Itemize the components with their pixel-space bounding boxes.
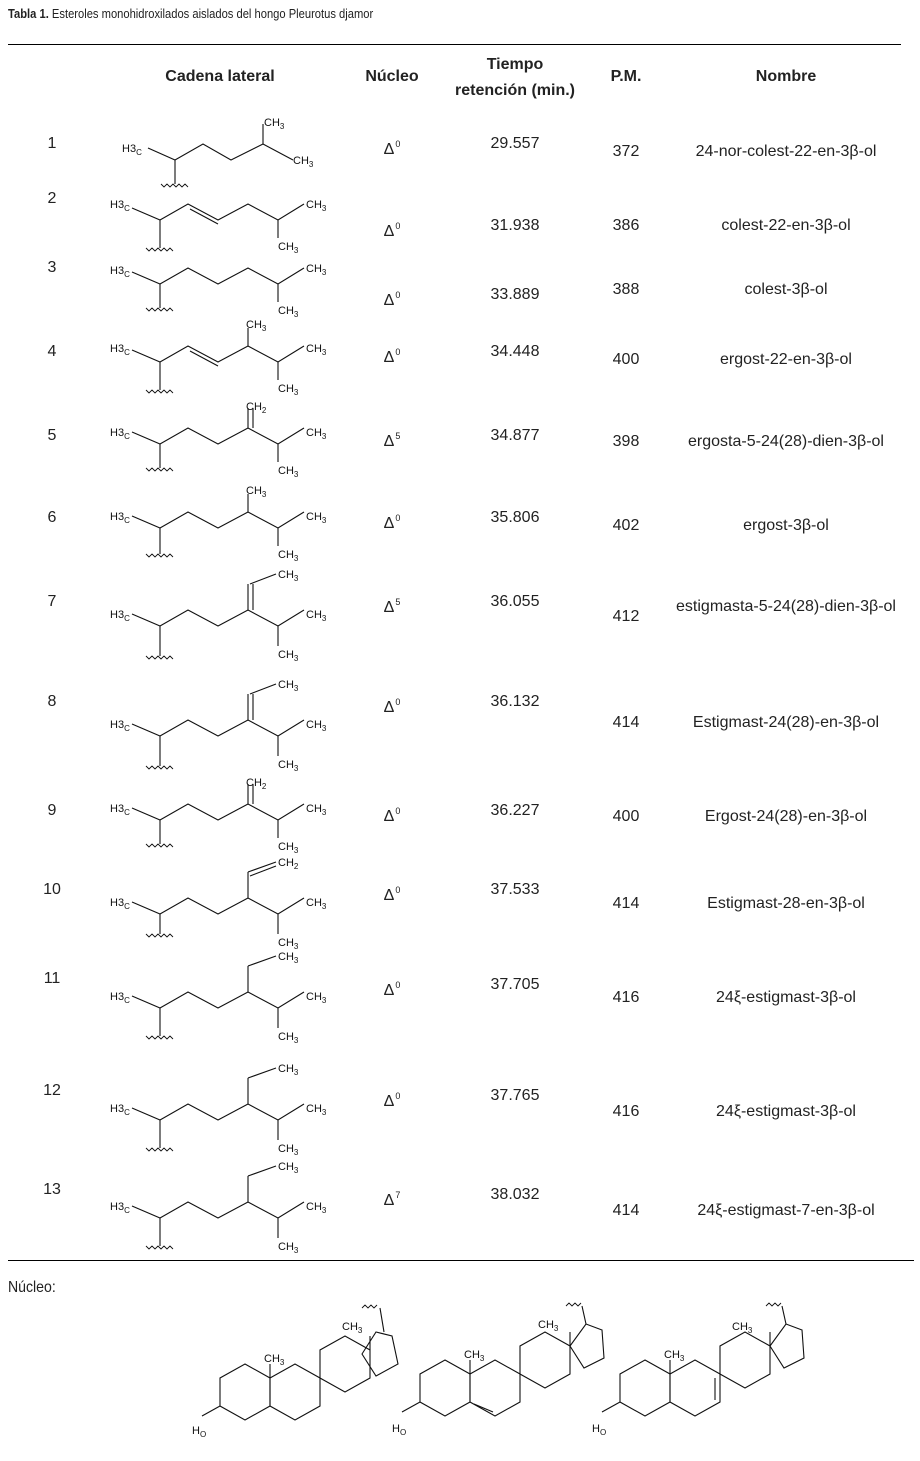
- compound-name: Estigmast-28-en-3β-ol: [707, 895, 865, 912]
- side-chain-structure: [100, 950, 340, 1055]
- nucleus-delta: Δ: [383, 223, 395, 240]
- h3c: $H3_C$: [110, 991, 130, 1005]
- nucleus-type: [360, 285, 424, 311]
- ch3-right: $CH_3$: [306, 803, 327, 817]
- molecular-weight: 400: [612, 351, 640, 368]
- molecular-weight: 398: [612, 433, 640, 450]
- ch3-right: $CH_3$: [306, 427, 327, 441]
- side-chain-structure: [100, 1160, 340, 1265]
- bottom-rule: [8, 1260, 914, 1261]
- retention-time: 36.132: [490, 693, 540, 710]
- nucleus2-ch3-b: $CH_3$: [538, 1319, 559, 1333]
- row-number: 6: [47, 509, 57, 526]
- h3c: $H3_C$: [110, 1201, 130, 1215]
- side-chain-structure: [100, 856, 340, 961]
- ch2-top: $CH_2$: [246, 401, 267, 415]
- nucleus-delta: Δ: [383, 433, 395, 450]
- nucleus-type: [360, 975, 424, 1001]
- nucleus-superscript: 0: [395, 885, 401, 895]
- row-number: 11: [43, 970, 61, 987]
- ch3-right: $CH_3$: [306, 343, 327, 357]
- retention-time: 37.765: [490, 1087, 540, 1104]
- header-retention: [440, 52, 590, 104]
- ch3-bottom: $CH_3$: [278, 1241, 299, 1255]
- nucleus-type: [360, 1185, 424, 1211]
- row-number: 12: [43, 1082, 61, 1099]
- nucleus-superscript: 0: [395, 347, 401, 357]
- compound-name: colest-3β-ol: [744, 281, 828, 298]
- nucleus-structure-delta5: [390, 1300, 610, 1455]
- ch3-top: $CH_3$: [278, 569, 299, 583]
- ch3-bottom: $CH_3$: [278, 549, 299, 563]
- compound-name: 24ξ-estigmast-3β-ol: [716, 989, 856, 1006]
- compound-name: ergosta-5-24(28)-dien-3β-ol: [688, 433, 884, 450]
- retention-time: 38.032: [490, 1186, 540, 1203]
- nucleus-type: [360, 342, 424, 368]
- ch3-top: $CH_3$: [246, 485, 267, 499]
- molecular-weight: 372: [612, 143, 640, 160]
- nucleus-type: [360, 508, 424, 534]
- nucleus3-ch3-a: $CH_3$: [664, 1349, 685, 1363]
- compound-name: 24-nor-colest-22-en-3β-ol: [695, 143, 877, 160]
- molecular-weight: 412: [612, 608, 640, 625]
- header-retention-line2: retención (min.): [454, 82, 575, 99]
- ch3-right: $CH_3$: [306, 991, 327, 1005]
- ch3-right: $CH_3$: [306, 199, 327, 213]
- nucleus-type: [360, 426, 424, 452]
- nucleus-superscript: 0: [395, 221, 401, 231]
- ch3-top: $CH_3$: [278, 1063, 299, 1077]
- ch3-right: $CH_3$: [293, 155, 314, 169]
- retention-time: 35.806: [490, 509, 540, 526]
- nucleus-delta: Δ: [383, 292, 395, 309]
- h3c: $H3_C$: [110, 343, 130, 357]
- nucleus-type: [360, 216, 424, 242]
- ch3-bottom: $CH_3$: [278, 241, 299, 255]
- nucleus-delta: Δ: [383, 515, 395, 532]
- ch3-right: $CH_3$: [306, 897, 327, 911]
- nucleus-type: [360, 880, 424, 906]
- ch3-top: $CH_3$: [278, 1161, 299, 1175]
- h3c: $H3_C$: [110, 719, 130, 733]
- ch3-right: $CH_3$: [306, 511, 327, 525]
- retention-time: 31.938: [490, 217, 540, 234]
- header-retention-line1: Tiempo: [486, 56, 544, 73]
- ch3-right: $CH_3$: [306, 1201, 327, 1215]
- nucleus-type: [360, 1086, 424, 1112]
- ch3-bottom: $CH_3$: [278, 383, 299, 397]
- h3c: $H3_C$: [110, 199, 130, 213]
- h3c: $H3_C$: [110, 609, 130, 623]
- molecular-weight: 414: [612, 1202, 640, 1219]
- row-number: 4: [47, 343, 57, 360]
- nucleus-delta: Δ: [383, 599, 395, 616]
- nucleus-structure-delta7: [590, 1300, 810, 1455]
- nucleus-superscript: 5: [395, 597, 401, 607]
- retention-time: 33.889: [490, 286, 540, 303]
- ch3-bottom: $CH_3$: [278, 1031, 299, 1045]
- ch3-right: $CH_3$: [306, 1103, 327, 1117]
- nucleus-superscript: 5: [395, 431, 401, 441]
- ch3-right: $CH_3$: [306, 609, 327, 623]
- nucleus-superscript: 0: [395, 513, 401, 523]
- nucleus-delta: Δ: [383, 1093, 395, 1110]
- row-number: 7: [47, 593, 57, 610]
- nucleus-superscript: 7: [395, 1190, 401, 1200]
- row-number: 1: [47, 135, 57, 152]
- h3c: $H3_C$: [110, 1103, 130, 1117]
- nucleus-delta: Δ: [383, 1192, 395, 1209]
- compound-name: 24ξ-estigmast-3β-ol: [716, 1103, 856, 1120]
- nucleus2-ho: $H_O$: [392, 1423, 407, 1437]
- nucleus-type: [360, 592, 424, 618]
- row-number: 2: [47, 190, 57, 207]
- h3c: $H3_C$: [110, 511, 130, 525]
- side-chain-structure: [100, 1062, 340, 1167]
- retention-time: 36.227: [490, 802, 540, 819]
- row-number: 10: [43, 881, 61, 898]
- nucleus-superscript: 0: [395, 1091, 401, 1101]
- row-number: 3: [47, 259, 57, 276]
- retention-time: 36.055: [490, 593, 540, 610]
- nucleus1-ch3-b: $CH_3$: [342, 1321, 363, 1335]
- ch2-top: $CH_2$: [278, 857, 299, 871]
- molecular-weight: 402: [612, 517, 640, 534]
- row-number: 5: [47, 427, 57, 444]
- h3c: $H3_C$: [110, 427, 130, 441]
- header-name: Nombre: [755, 68, 817, 85]
- row-number: 9: [47, 802, 57, 819]
- compound-name: ergost-22-en-3β-ol: [720, 351, 852, 368]
- nucleus-superscript: 0: [395, 980, 401, 990]
- table-caption: [8, 6, 373, 21]
- molecular-weight: 416: [612, 989, 640, 1006]
- compound-name: colest-22-en-3β-ol: [721, 217, 851, 234]
- nucleus1-ho: $H_O$: [192, 1425, 207, 1439]
- ch3-bottom: $CH_3$: [278, 465, 299, 479]
- h3c: $H3_C$: [110, 803, 130, 817]
- ch3-bottom: $CH_3$: [278, 841, 299, 855]
- ch3-right: $CH_3$: [306, 263, 327, 277]
- header-nucleus: Núcleo: [365, 68, 419, 85]
- ch3-bottom: $CH_3$: [278, 649, 299, 663]
- compound-name: estigmasta-5-24(28)-dien-3β-ol: [676, 598, 896, 615]
- compound-name: ergost-3β-ol: [743, 517, 829, 534]
- molecular-weight: 388: [612, 281, 640, 298]
- row-number: 8: [47, 693, 57, 710]
- nucleus3-ho: $H_O$: [592, 1423, 607, 1437]
- ch3-top: $CH_3$: [278, 951, 299, 965]
- nucleus-type: [360, 801, 424, 827]
- molecular-weight: 414: [612, 895, 640, 912]
- retention-time: 37.533: [490, 881, 540, 898]
- nucleus-type: [360, 692, 424, 718]
- nucleus-delta: Δ: [383, 349, 395, 366]
- compound-name: 24ξ-estigmast-7-en-3β-ol: [697, 1202, 875, 1219]
- molecular-weight: 416: [612, 1103, 640, 1120]
- header-side-chain: Cadena lateral: [165, 68, 275, 85]
- h3c: $H3_C$: [110, 897, 130, 911]
- nucleus-delta: Δ: [383, 808, 395, 825]
- nucleus-delta: Δ: [383, 982, 395, 999]
- caption-label: Tabla 1.: [8, 6, 49, 21]
- molecular-weight: 386: [612, 217, 640, 234]
- ch3-top: $CH_3$: [264, 117, 285, 131]
- retention-time: 34.877: [490, 427, 540, 444]
- retention-time: 37.705: [490, 976, 540, 993]
- header-mw: P.M.: [610, 68, 642, 85]
- molecular-weight: 414: [612, 714, 640, 731]
- ch2-top: $CH_2$: [246, 777, 267, 791]
- nucleus-superscript: 0: [395, 290, 401, 300]
- nucleo-label: Núcleo:: [8, 1279, 56, 1296]
- ch3-top: $CH_3$: [246, 319, 267, 333]
- compound-name: Estigmast-24(28)-en-3β-ol: [692, 714, 880, 731]
- ch3-bottom: $CH_3$: [278, 937, 299, 951]
- retention-time: 29.557: [490, 135, 540, 152]
- nucleus2-ch3-a: $CH_3$: [464, 1349, 485, 1363]
- ch3-top: $CH_3$: [278, 679, 299, 693]
- row-number: 13: [43, 1181, 61, 1198]
- nucleus3-ch3-b: $CH_3$: [732, 1321, 753, 1335]
- side-chain-structure: [100, 676, 340, 781]
- h3c: $H3_C$: [110, 265, 130, 279]
- nucleus-delta: Δ: [383, 887, 395, 904]
- ch3-right: $CH_3$: [306, 719, 327, 733]
- side-chain-structure: [100, 566, 340, 671]
- molecular-weight: 400: [612, 808, 640, 825]
- nucleus1-ch3-a: $CH_3$: [264, 1353, 285, 1367]
- h3c: $H3_C$: [122, 143, 142, 157]
- nucleus-superscript: 0: [395, 139, 401, 149]
- top-rule: [8, 44, 901, 45]
- caption-text: Esteroles monohidroxilados aislados del hongo Pleurotus djamor: [48, 6, 374, 21]
- compound-name: Ergost-24(28)-en-3β-ol: [704, 808, 868, 825]
- ch3-bottom: $CH_3$: [278, 1143, 299, 1157]
- nucleus-delta: Δ: [383, 141, 395, 158]
- nucleus-type: [360, 134, 424, 160]
- ch3-bottom: $CH_3$: [278, 305, 299, 319]
- ch3-bottom: $CH_3$: [278, 759, 299, 773]
- nucleus-superscript: 0: [395, 806, 401, 816]
- nucleus-structure-saturated: [180, 1300, 400, 1455]
- nucleus-superscript: 0: [395, 697, 401, 707]
- retention-time: 34.448: [490, 343, 540, 360]
- nucleus-delta: Δ: [383, 699, 395, 716]
